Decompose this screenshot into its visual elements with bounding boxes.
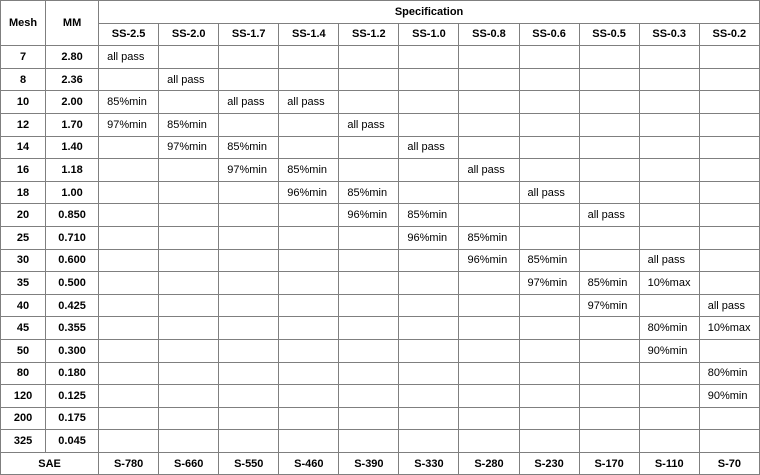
- spec-value-cell: [219, 407, 279, 430]
- spec-value-cell: [639, 226, 699, 249]
- table-row: [1, 272, 760, 295]
- spec-value-cell: [159, 226, 219, 249]
- spec-value-cell: [459, 68, 519, 91]
- spec-value-cell: [159, 249, 219, 272]
- sae-value-cell: S-170: [579, 452, 639, 475]
- spec-value-cell: [639, 91, 699, 114]
- spec-value-cell: 85%min: [279, 159, 339, 182]
- spec-value-cell: [459, 272, 519, 295]
- spec-value-cell: [579, 385, 639, 408]
- spec-value-cell: [339, 46, 399, 69]
- table-row: [1, 339, 760, 362]
- table-row: [1, 181, 760, 204]
- spec-value-cell: [339, 136, 399, 159]
- spec-column-header: SS-0.5: [579, 23, 639, 46]
- mesh-cell: 325: [1, 430, 46, 453]
- spec-value-cell: [459, 294, 519, 317]
- spec-value-cell: [399, 68, 459, 91]
- mesh-cell: 200: [1, 407, 46, 430]
- mesh-cell: 45: [1, 317, 46, 340]
- mm-cell: 0.180: [46, 362, 99, 385]
- spec-value-cell: 85%min: [399, 204, 459, 227]
- spec-column-header: SS-0.3: [639, 23, 699, 46]
- spec-value-cell: [399, 181, 459, 204]
- spec-value-cell: [699, 46, 759, 69]
- spec-value-cell: [399, 46, 459, 69]
- table-row: [1, 226, 760, 249]
- spec-value-cell: [579, 362, 639, 385]
- spec-value-cell: 96%min: [399, 226, 459, 249]
- mm-cell: 0.125: [46, 385, 99, 408]
- spec-value-cell: [579, 407, 639, 430]
- spec-value-cell: 97%min: [219, 159, 279, 182]
- spec-value-cell: all pass: [699, 294, 759, 317]
- spec-value-cell: [699, 339, 759, 362]
- spec-value-cell: [339, 68, 399, 91]
- spec-value-cell: [339, 159, 399, 182]
- sae-row: [1, 452, 760, 475]
- spec-column-header: SS-1.7: [219, 23, 279, 46]
- spec-value-cell: all pass: [399, 136, 459, 159]
- sae-value-cell: S-550: [219, 452, 279, 475]
- mesh-cell: 18: [1, 181, 46, 204]
- spec-value-cell: [459, 339, 519, 362]
- spec-value-cell: [519, 430, 579, 453]
- spec-value-cell: [699, 249, 759, 272]
- spec-value-cell: [219, 430, 279, 453]
- spec-value-cell: [339, 272, 399, 295]
- table-row: [1, 249, 760, 272]
- spec-value-cell: [699, 407, 759, 430]
- spec-value-cell: [279, 272, 339, 295]
- spec-value-cell: 97%min: [579, 294, 639, 317]
- spec-value-cell: [159, 430, 219, 453]
- spec-value-cell: [699, 159, 759, 182]
- spec-value-cell: [159, 91, 219, 114]
- mesh-cell: 25: [1, 226, 46, 249]
- mm-cell: 0.300: [46, 339, 99, 362]
- mm-cell: 0.500: [46, 272, 99, 295]
- spec-value-cell: [99, 294, 159, 317]
- mm-cell: 2.00: [46, 91, 99, 114]
- spec-value-cell: [99, 430, 159, 453]
- spec-value-cell: [579, 181, 639, 204]
- spec-value-cell: [579, 113, 639, 136]
- spec-value-cell: 96%min: [279, 181, 339, 204]
- spec-value-cell: [579, 159, 639, 182]
- table-row: [1, 204, 760, 227]
- spec-value-cell: [579, 91, 639, 114]
- spec-value-cell: [219, 204, 279, 227]
- mm-cell: 0.710: [46, 226, 99, 249]
- spec-value-cell: [639, 362, 699, 385]
- spec-value-cell: 85%min: [459, 226, 519, 249]
- mesh-cell: 7: [1, 46, 46, 69]
- spec-value-cell: [219, 362, 279, 385]
- spec-value-cell: [159, 294, 219, 317]
- mesh-cell: 120: [1, 385, 46, 408]
- spec-value-cell: [99, 204, 159, 227]
- spec-value-cell: [339, 249, 399, 272]
- spec-value-cell: [399, 91, 459, 114]
- spec-value-cell: [279, 204, 339, 227]
- spec-value-cell: all pass: [99, 46, 159, 69]
- spec-value-cell: [159, 407, 219, 430]
- spec-value-cell: [459, 136, 519, 159]
- spec-value-cell: [219, 317, 279, 340]
- mm-cell: 2.36: [46, 68, 99, 91]
- table-row: [1, 46, 760, 69]
- spec-value-cell: [339, 407, 399, 430]
- spec-value-cell: [219, 181, 279, 204]
- sae-value-cell: S-660: [159, 452, 219, 475]
- spec-value-cell: [519, 136, 579, 159]
- spec-value-cell: [219, 294, 279, 317]
- spec-value-cell: [639, 68, 699, 91]
- spec-value-cell: [579, 136, 639, 159]
- sae-value-cell: S-780: [99, 452, 159, 475]
- mesh-cell: 35: [1, 272, 46, 295]
- spec-value-cell: [579, 46, 639, 69]
- spec-value-cell: [279, 430, 339, 453]
- spec-value-cell: [519, 91, 579, 114]
- spec-value-cell: [219, 68, 279, 91]
- spec-value-cell: [699, 68, 759, 91]
- spec-column-header: SS-0.2: [699, 23, 759, 46]
- sae-value-cell: S-460: [279, 452, 339, 475]
- spec-column-header: SS-1.0: [399, 23, 459, 46]
- spec-value-cell: [279, 362, 339, 385]
- spec-value-cell: [279, 249, 339, 272]
- mm-cell: 2.80: [46, 46, 99, 69]
- spec-value-cell: [399, 385, 459, 408]
- spec-value-cell: all pass: [459, 159, 519, 182]
- spec-value-cell: [279, 339, 339, 362]
- spec-value-cell: [699, 204, 759, 227]
- spec-value-cell: [219, 339, 279, 362]
- spec-value-cell: 97%min: [99, 113, 159, 136]
- spec-value-cell: 97%min: [159, 136, 219, 159]
- spec-value-cell: all pass: [579, 204, 639, 227]
- spec-value-cell: [639, 136, 699, 159]
- spec-value-cell: [699, 272, 759, 295]
- sae-value-cell: S-70: [699, 452, 759, 475]
- spec-value-cell: all pass: [519, 181, 579, 204]
- spec-value-cell: [399, 317, 459, 340]
- spec-value-cell: [159, 362, 219, 385]
- spec-value-cell: [99, 362, 159, 385]
- spec-value-cell: 80%min: [699, 362, 759, 385]
- spec-value-cell: [459, 385, 519, 408]
- spec-value-cell: [519, 68, 579, 91]
- mm-cell: 0.850: [46, 204, 99, 227]
- spec-value-cell: [519, 159, 579, 182]
- spec-value-cell: [219, 272, 279, 295]
- spec-value-cell: [699, 430, 759, 453]
- spec-value-cell: [279, 46, 339, 69]
- spec-column-header: SS-1.4: [279, 23, 339, 46]
- spec-value-cell: [519, 317, 579, 340]
- mesh-cell: 80: [1, 362, 46, 385]
- spec-value-cell: [339, 430, 399, 453]
- spec-value-cell: [519, 46, 579, 69]
- spec-value-cell: [459, 362, 519, 385]
- sae-label: SAE: [1, 452, 99, 475]
- spec-value-cell: [339, 317, 399, 340]
- spec-value-cell: [159, 385, 219, 408]
- table-row: [1, 430, 760, 453]
- spec-value-cell: [99, 136, 159, 159]
- table-row: [1, 91, 760, 114]
- spec-value-cell: [399, 362, 459, 385]
- spec-value-cell: [639, 46, 699, 69]
- spec-value-cell: [579, 317, 639, 340]
- sae-value-cell: S-230: [519, 452, 579, 475]
- spec-value-cell: [519, 339, 579, 362]
- spec-value-cell: [219, 113, 279, 136]
- spec-value-cell: all pass: [159, 68, 219, 91]
- mesh-header: Mesh: [1, 1, 46, 46]
- mesh-cell: 8: [1, 68, 46, 91]
- mm-cell: 0.355: [46, 317, 99, 340]
- spec-value-cell: [639, 430, 699, 453]
- spec-value-cell: all pass: [219, 91, 279, 114]
- spec-value-cell: 85%min: [99, 91, 159, 114]
- spec-value-cell: [579, 339, 639, 362]
- spec-value-cell: [159, 339, 219, 362]
- table-row: [1, 317, 760, 340]
- mesh-cell: 30: [1, 249, 46, 272]
- spec-value-cell: 85%min: [159, 113, 219, 136]
- spec-value-cell: [519, 385, 579, 408]
- mesh-cell: 10: [1, 91, 46, 114]
- spec-value-cell: [579, 226, 639, 249]
- spec-value-cell: [459, 430, 519, 453]
- mesh-cell: 20: [1, 204, 46, 227]
- spec-value-cell: [399, 407, 459, 430]
- spec-value-cell: [459, 317, 519, 340]
- spec-value-cell: [159, 317, 219, 340]
- spec-value-cell: [339, 385, 399, 408]
- spec-value-cell: 90%min: [639, 339, 699, 362]
- spec-value-cell: [99, 317, 159, 340]
- mesh-cell: 50: [1, 339, 46, 362]
- mm-cell: 1.18: [46, 159, 99, 182]
- spec-value-cell: [639, 204, 699, 227]
- spec-value-cell: [279, 136, 339, 159]
- mesh-cell: 16: [1, 159, 46, 182]
- table-row: [1, 385, 760, 408]
- spec-value-cell: [519, 407, 579, 430]
- spec-value-cell: [579, 68, 639, 91]
- spec-column-header: SS-0.6: [519, 23, 579, 46]
- spec-value-cell: [219, 249, 279, 272]
- spec-value-cell: [639, 385, 699, 408]
- spec-value-cell: [579, 249, 639, 272]
- spec-value-cell: [99, 407, 159, 430]
- table-row: [1, 159, 760, 182]
- sae-value-cell: S-390: [339, 452, 399, 475]
- spec-value-cell: [219, 385, 279, 408]
- spec-value-cell: 96%min: [459, 249, 519, 272]
- spec-value-cell: [99, 272, 159, 295]
- spec-value-cell: 90%min: [699, 385, 759, 408]
- spec-value-cell: [339, 294, 399, 317]
- mm-cell: 1.70: [46, 113, 99, 136]
- table-row: [1, 294, 760, 317]
- sae-value-cell: S-110: [639, 452, 699, 475]
- spec-value-cell: [99, 226, 159, 249]
- mm-cell: 1.00: [46, 181, 99, 204]
- spec-value-cell: [459, 407, 519, 430]
- spec-value-cell: [159, 204, 219, 227]
- mm-header: MM: [46, 1, 99, 46]
- spec-value-cell: [99, 249, 159, 272]
- mesh-cell: 12: [1, 113, 46, 136]
- spec-value-cell: [279, 407, 339, 430]
- mm-cell: 0.175: [46, 407, 99, 430]
- spec-value-cell: all pass: [339, 113, 399, 136]
- spec-value-cell: [339, 339, 399, 362]
- spec-value-cell: [339, 91, 399, 114]
- mm-cell: 1.40: [46, 136, 99, 159]
- spec-value-cell: [279, 317, 339, 340]
- mesh-cell: 40: [1, 294, 46, 317]
- spec-value-cell: [99, 159, 159, 182]
- spec-value-cell: [339, 226, 399, 249]
- spec-value-cell: 85%min: [519, 249, 579, 272]
- sae-value-cell: S-280: [459, 452, 519, 475]
- spec-value-cell: [339, 362, 399, 385]
- spec-value-cell: [639, 159, 699, 182]
- spec-value-cell: [699, 181, 759, 204]
- spec-value-cell: [459, 113, 519, 136]
- spec-value-cell: [639, 113, 699, 136]
- spec-value-cell: [699, 91, 759, 114]
- spec-value-cell: [99, 68, 159, 91]
- mm-cell: 0.600: [46, 249, 99, 272]
- spec-value-cell: 10%max: [699, 317, 759, 340]
- spec-value-cell: 97%min: [519, 272, 579, 295]
- table-row: [1, 136, 760, 159]
- specification-header: Specification: [99, 1, 760, 24]
- spec-value-cell: [399, 159, 459, 182]
- mm-cell: 0.425: [46, 294, 99, 317]
- spec-value-cell: [459, 181, 519, 204]
- spec-value-cell: [219, 226, 279, 249]
- spec-value-cell: [519, 362, 579, 385]
- spec-value-cell: 10%max: [639, 272, 699, 295]
- spec-value-cell: all pass: [279, 91, 339, 114]
- spec-value-cell: [399, 339, 459, 362]
- spec-value-cell: [159, 159, 219, 182]
- spec-value-cell: 80%min: [639, 317, 699, 340]
- spec-column-header: SS-1.2: [339, 23, 399, 46]
- spec-value-cell: [519, 113, 579, 136]
- spec-value-cell: [159, 272, 219, 295]
- header-row-1: [1, 1, 760, 24]
- spec-value-cell: [159, 181, 219, 204]
- spec-value-cell: [219, 46, 279, 69]
- spec-value-cell: [699, 226, 759, 249]
- spec-value-cell: 96%min: [339, 204, 399, 227]
- spec-value-cell: [159, 46, 219, 69]
- spec-value-cell: all pass: [639, 249, 699, 272]
- spec-value-cell: [399, 430, 459, 453]
- spec-value-cell: [639, 407, 699, 430]
- spec-value-cell: [459, 46, 519, 69]
- spec-value-cell: 85%min: [579, 272, 639, 295]
- spec-value-cell: [279, 113, 339, 136]
- spec-value-cell: [99, 339, 159, 362]
- spec-value-cell: [699, 136, 759, 159]
- spec-value-cell: [399, 113, 459, 136]
- spec-value-cell: [519, 294, 579, 317]
- spec-value-cell: [399, 272, 459, 295]
- spec-value-cell: [279, 294, 339, 317]
- spec-value-cell: [279, 226, 339, 249]
- spec-value-cell: [99, 181, 159, 204]
- spec-body: [1, 46, 760, 453]
- spec-value-cell: [459, 204, 519, 227]
- spec-column-header: SS-2.5: [99, 23, 159, 46]
- spec-value-cell: [579, 430, 639, 453]
- spec-value-cell: [639, 181, 699, 204]
- spec-value-cell: [519, 226, 579, 249]
- table-row: [1, 362, 760, 385]
- table-row: [1, 407, 760, 430]
- table-row: [1, 68, 760, 91]
- spec-value-cell: [399, 249, 459, 272]
- spec-value-cell: [459, 91, 519, 114]
- table-row: [1, 113, 760, 136]
- spec-value-cell: [699, 113, 759, 136]
- mm-cell: 0.045: [46, 430, 99, 453]
- spec-value-cell: 85%min: [339, 181, 399, 204]
- spec-value-cell: [279, 68, 339, 91]
- spec-value-cell: [639, 294, 699, 317]
- spec-value-cell: 85%min: [219, 136, 279, 159]
- spec-value-cell: [99, 385, 159, 408]
- spec-value-cell: [279, 385, 339, 408]
- spec-value-cell: [519, 204, 579, 227]
- spec-column-header: SS-2.0: [159, 23, 219, 46]
- spec-column-header: SS-0.8: [459, 23, 519, 46]
- mesh-cell: 14: [1, 136, 46, 159]
- spec-header-row: [1, 23, 760, 46]
- spec-value-cell: [399, 294, 459, 317]
- sae-value-cell: S-330: [399, 452, 459, 475]
